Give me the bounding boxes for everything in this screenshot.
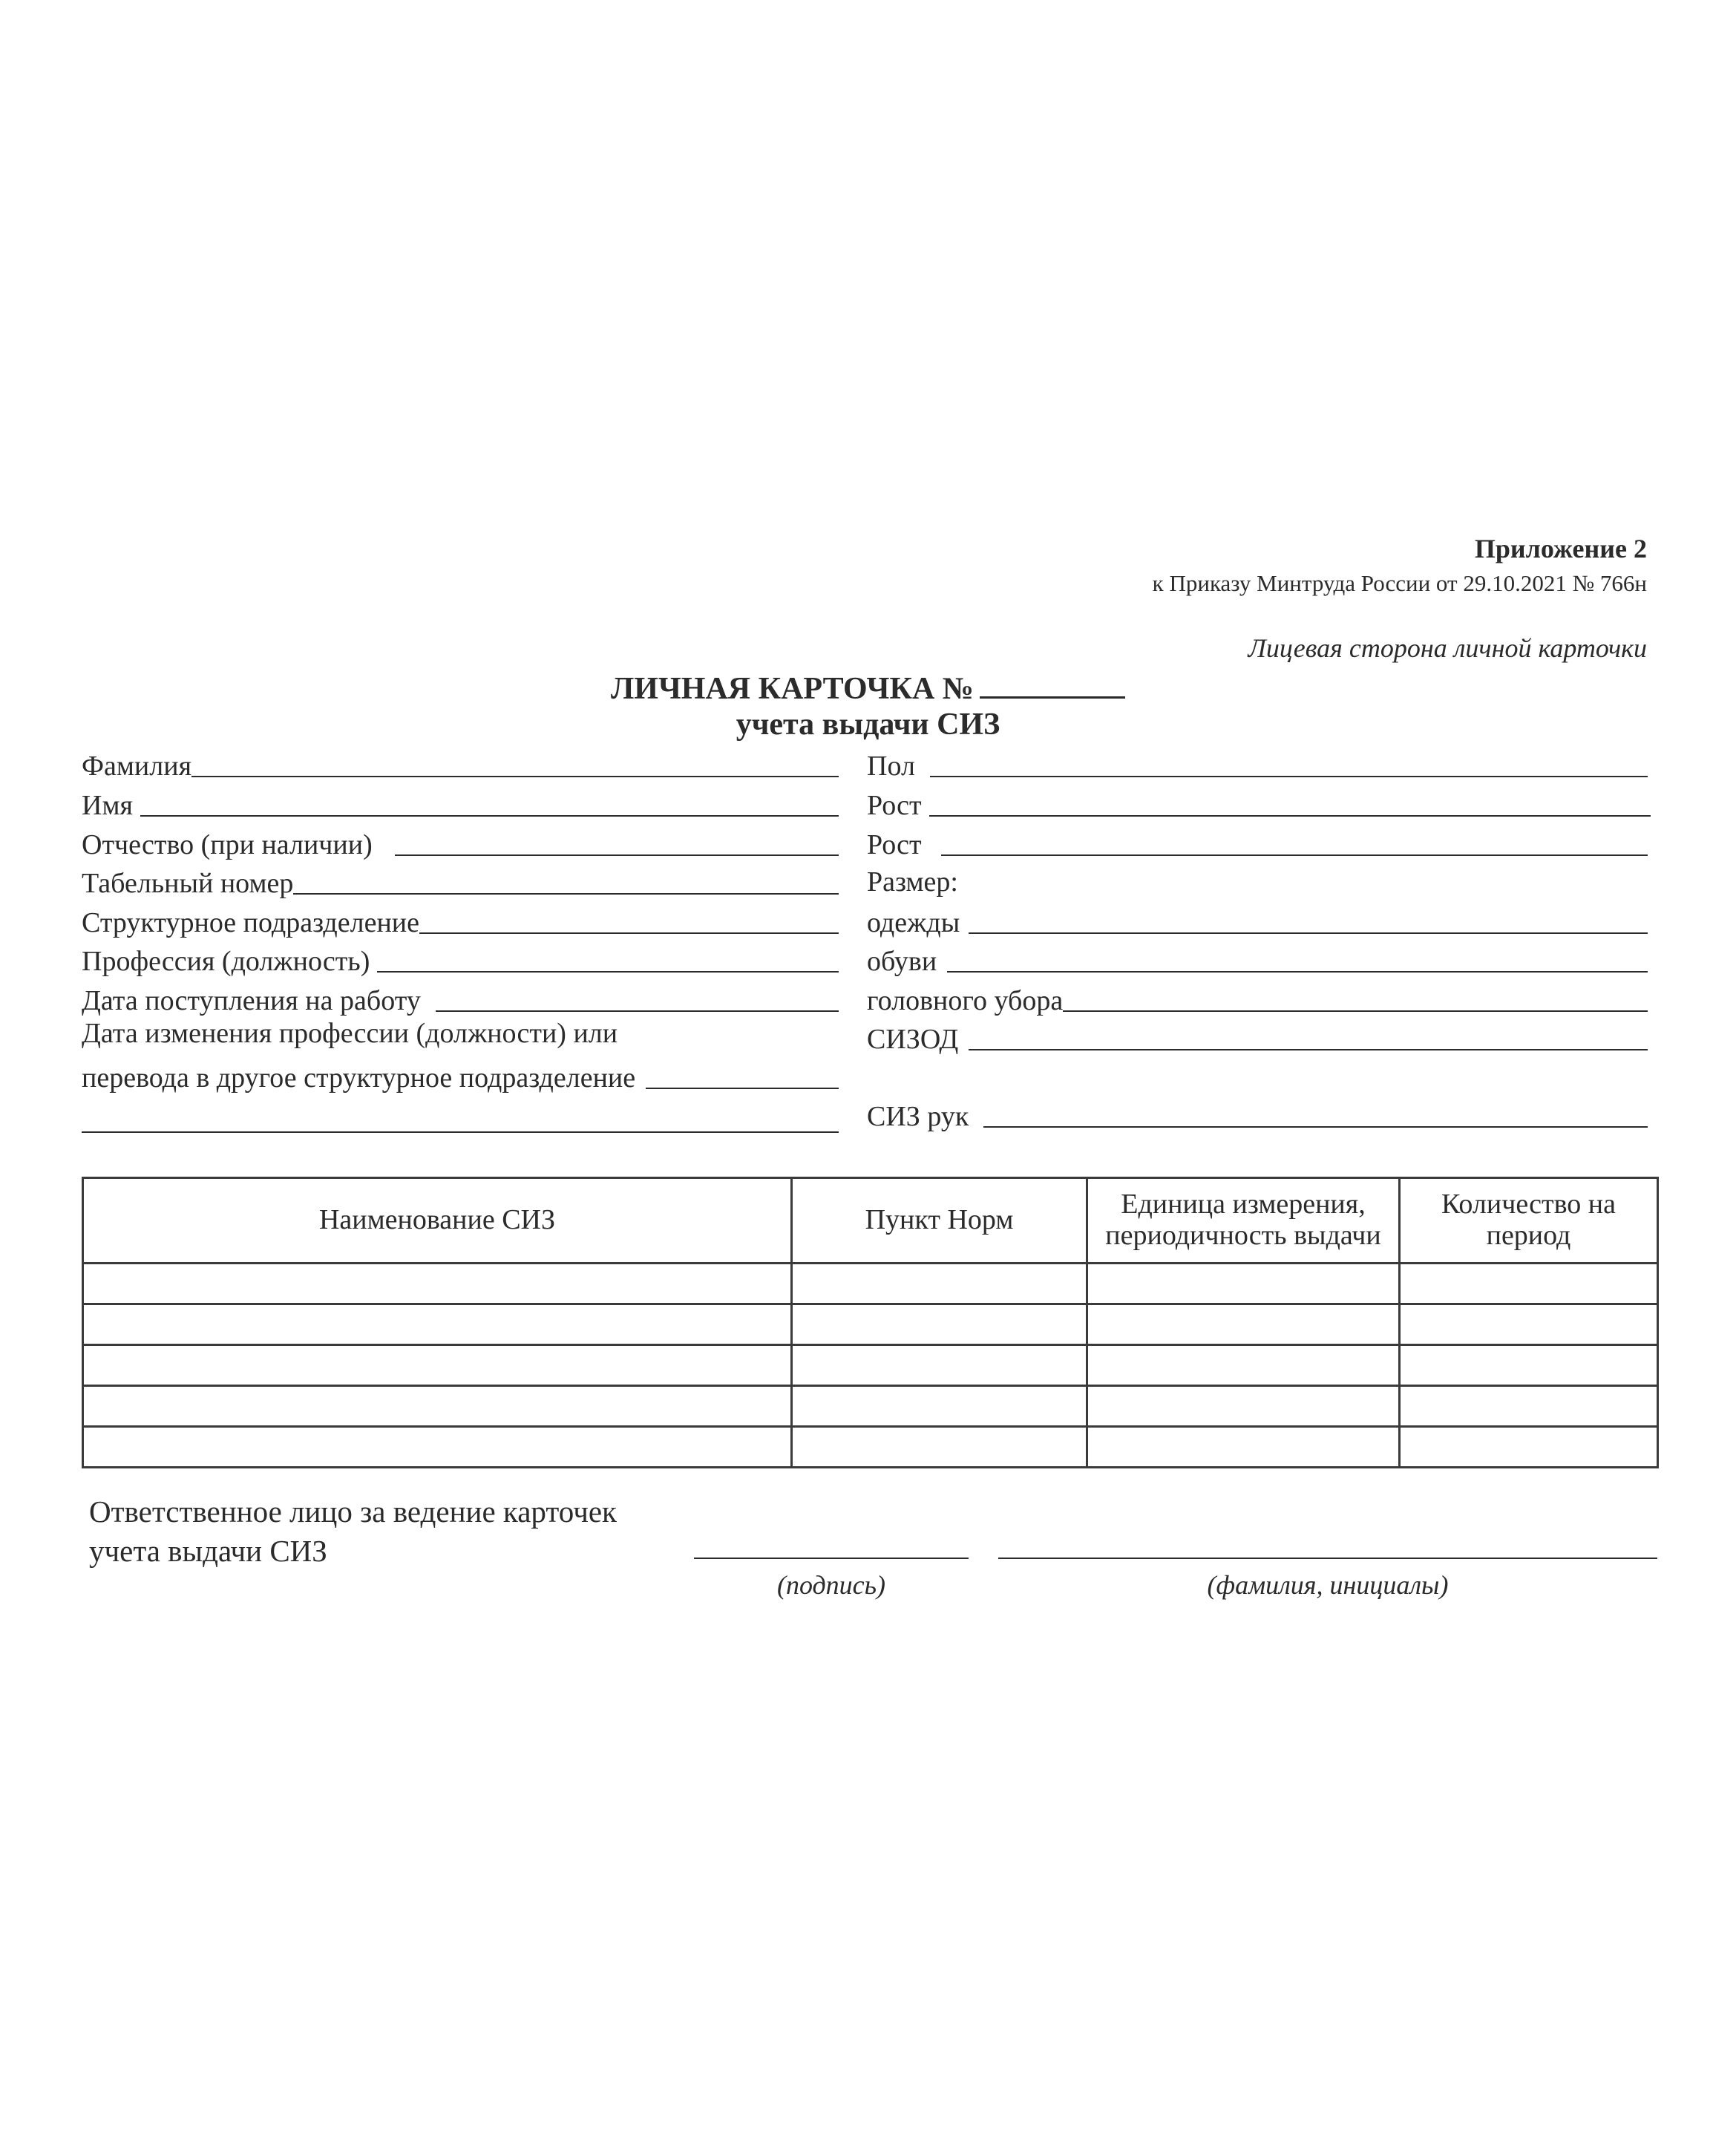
respirator-size-line[interactable] — [969, 1049, 1648, 1050]
responsible-label — [89, 1492, 617, 1571]
table-cell[interactable] — [83, 1427, 792, 1468]
headwear-size-field[interactable] — [867, 984, 1648, 1019]
profession-field[interactable] — [82, 945, 839, 979]
table-cell[interactable] — [792, 1264, 1087, 1304]
table-cell[interactable] — [1087, 1345, 1400, 1386]
sex-line[interactable] — [930, 776, 1648, 777]
change-label-line1: Дата изменения профессии (должности) или — [82, 1018, 618, 1049]
hire-date-line[interactable] — [436, 1010, 839, 1012]
shoes-size-label: обуви — [867, 946, 937, 977]
gloves-size-line[interactable] — [983, 1126, 1648, 1128]
clothes-size-field[interactable] — [867, 906, 1648, 941]
headwear-size-line[interactable] — [1063, 1010, 1648, 1012]
signature-caption: (подпись) — [776, 1570, 886, 1600]
shoes-size-field[interactable] — [867, 945, 1648, 979]
height1-field[interactable] — [867, 789, 1651, 823]
profession-label: Профессия (должность) — [82, 946, 370, 977]
clothes-size-line[interactable] — [969, 932, 1648, 934]
height2-label: Рост — [867, 829, 922, 860]
table-cell[interactable] — [792, 1304, 1087, 1345]
appendix-subtitle: к Приказу Минтруда России от 29.10.2021 № 766н — [1152, 570, 1647, 596]
table-cell[interactable] — [1087, 1386, 1400, 1427]
table-row — [83, 1304, 1658, 1345]
card-title — [0, 668, 1736, 707]
shoes-size-line[interactable] — [947, 971, 1648, 973]
department-line[interactable] — [419, 932, 839, 934]
profession-line[interactable] — [377, 971, 839, 973]
table-row — [83, 1345, 1658, 1386]
change-field[interactable] — [82, 1062, 839, 1096]
table-header-row — [83, 1178, 1658, 1264]
height2-line[interactable] — [941, 854, 1648, 856]
table-cell[interactable] — [1087, 1427, 1400, 1468]
patronymic-label: Отчество (при наличии) — [82, 829, 373, 860]
siz-table — [82, 1177, 1659, 1468]
col-header-norm-item: Пункт Норм — [792, 1178, 1087, 1264]
table-cell[interactable] — [83, 1304, 792, 1345]
responsible-label-line1: Ответственное лицо за ведение карточек — [89, 1494, 617, 1529]
full-name-line[interactable] — [998, 1558, 1657, 1559]
name-label: Имя — [82, 790, 133, 821]
col-header-siz-name: Наименование СИЗ — [83, 1178, 792, 1264]
sex-label: Пол — [867, 751, 915, 782]
table-row — [83, 1386, 1658, 1427]
table-cell[interactable] — [1400, 1345, 1658, 1386]
signature-line[interactable] — [694, 1558, 969, 1559]
headwear-size-label: головного убора — [867, 985, 1064, 1016]
surname-line[interactable] — [191, 776, 839, 777]
card-title-text: ЛИЧНАЯ КАРТОЧКА № — [611, 672, 974, 706]
card-subtitle: учета выдачи СИЗ — [736, 707, 1000, 742]
department-label: Структурное подразделение — [82, 907, 419, 938]
side-note: Лицевая сторона личной карточки — [1248, 633, 1647, 663]
table-cell[interactable] — [792, 1345, 1087, 1386]
table-cell[interactable] — [83, 1264, 792, 1304]
sex-field[interactable] — [867, 750, 1648, 784]
personnel-number-field[interactable] — [82, 867, 839, 901]
change-extra-line[interactable] — [82, 1131, 839, 1133]
table-cell[interactable] — [1400, 1386, 1658, 1427]
col-header-unit-period: Единица измерения, периодичность выдачи — [1087, 1178, 1400, 1264]
change-line[interactable] — [646, 1088, 839, 1089]
hire-date-label: Дата поступления на работу — [82, 985, 421, 1016]
table-cell[interactable] — [83, 1386, 792, 1427]
personnel-number-line[interactable] — [293, 893, 839, 895]
table-cell[interactable] — [792, 1427, 1087, 1468]
hire-date-field[interactable] — [82, 984, 839, 1019]
table-cell[interactable] — [1087, 1264, 1400, 1304]
table-row — [83, 1264, 1658, 1304]
surname-field[interactable] — [82, 750, 839, 784]
personnel-number-label: Табельный номер — [82, 868, 294, 899]
size-label: Размер: — [867, 866, 958, 898]
respirator-size-label: СИЗОД — [867, 1024, 959, 1055]
gloves-size-field[interactable] — [867, 1100, 1648, 1134]
appendix-title: Приложение 2 — [1474, 534, 1647, 563]
height1-line[interactable] — [929, 815, 1651, 817]
card-number-field[interactable] — [980, 668, 1125, 699]
patronymic-field[interactable] — [82, 828, 839, 863]
table-cell[interactable] — [1400, 1264, 1658, 1304]
surname-label: Фамилия — [82, 751, 192, 782]
change-label-line2: перевода в другое структурное подразделение — [82, 1062, 636, 1094]
clothes-size-label: одежды — [867, 907, 960, 938]
gloves-size-label: СИЗ рук — [867, 1101, 969, 1132]
full-name-caption: (фамилия, инициалы) — [1207, 1570, 1449, 1600]
respirator-size-field[interactable] — [867, 1023, 1648, 1057]
responsible-label-line2: учета выдачи СИЗ — [89, 1534, 327, 1568]
col-header-quantity: Количество на период — [1400, 1178, 1658, 1264]
name-field[interactable] — [82, 789, 839, 823]
patronymic-line[interactable] — [395, 854, 839, 856]
height1-label: Рост — [867, 790, 922, 821]
height2-field[interactable] — [867, 828, 1648, 863]
table-cell[interactable] — [1400, 1427, 1658, 1468]
table-cell[interactable] — [792, 1386, 1087, 1427]
name-line[interactable] — [140, 815, 839, 817]
table-cell[interactable] — [83, 1345, 792, 1386]
table-cell[interactable] — [1400, 1304, 1658, 1345]
table-row — [83, 1427, 1658, 1468]
table-cell[interactable] — [1087, 1304, 1400, 1345]
department-field[interactable] — [82, 906, 839, 941]
